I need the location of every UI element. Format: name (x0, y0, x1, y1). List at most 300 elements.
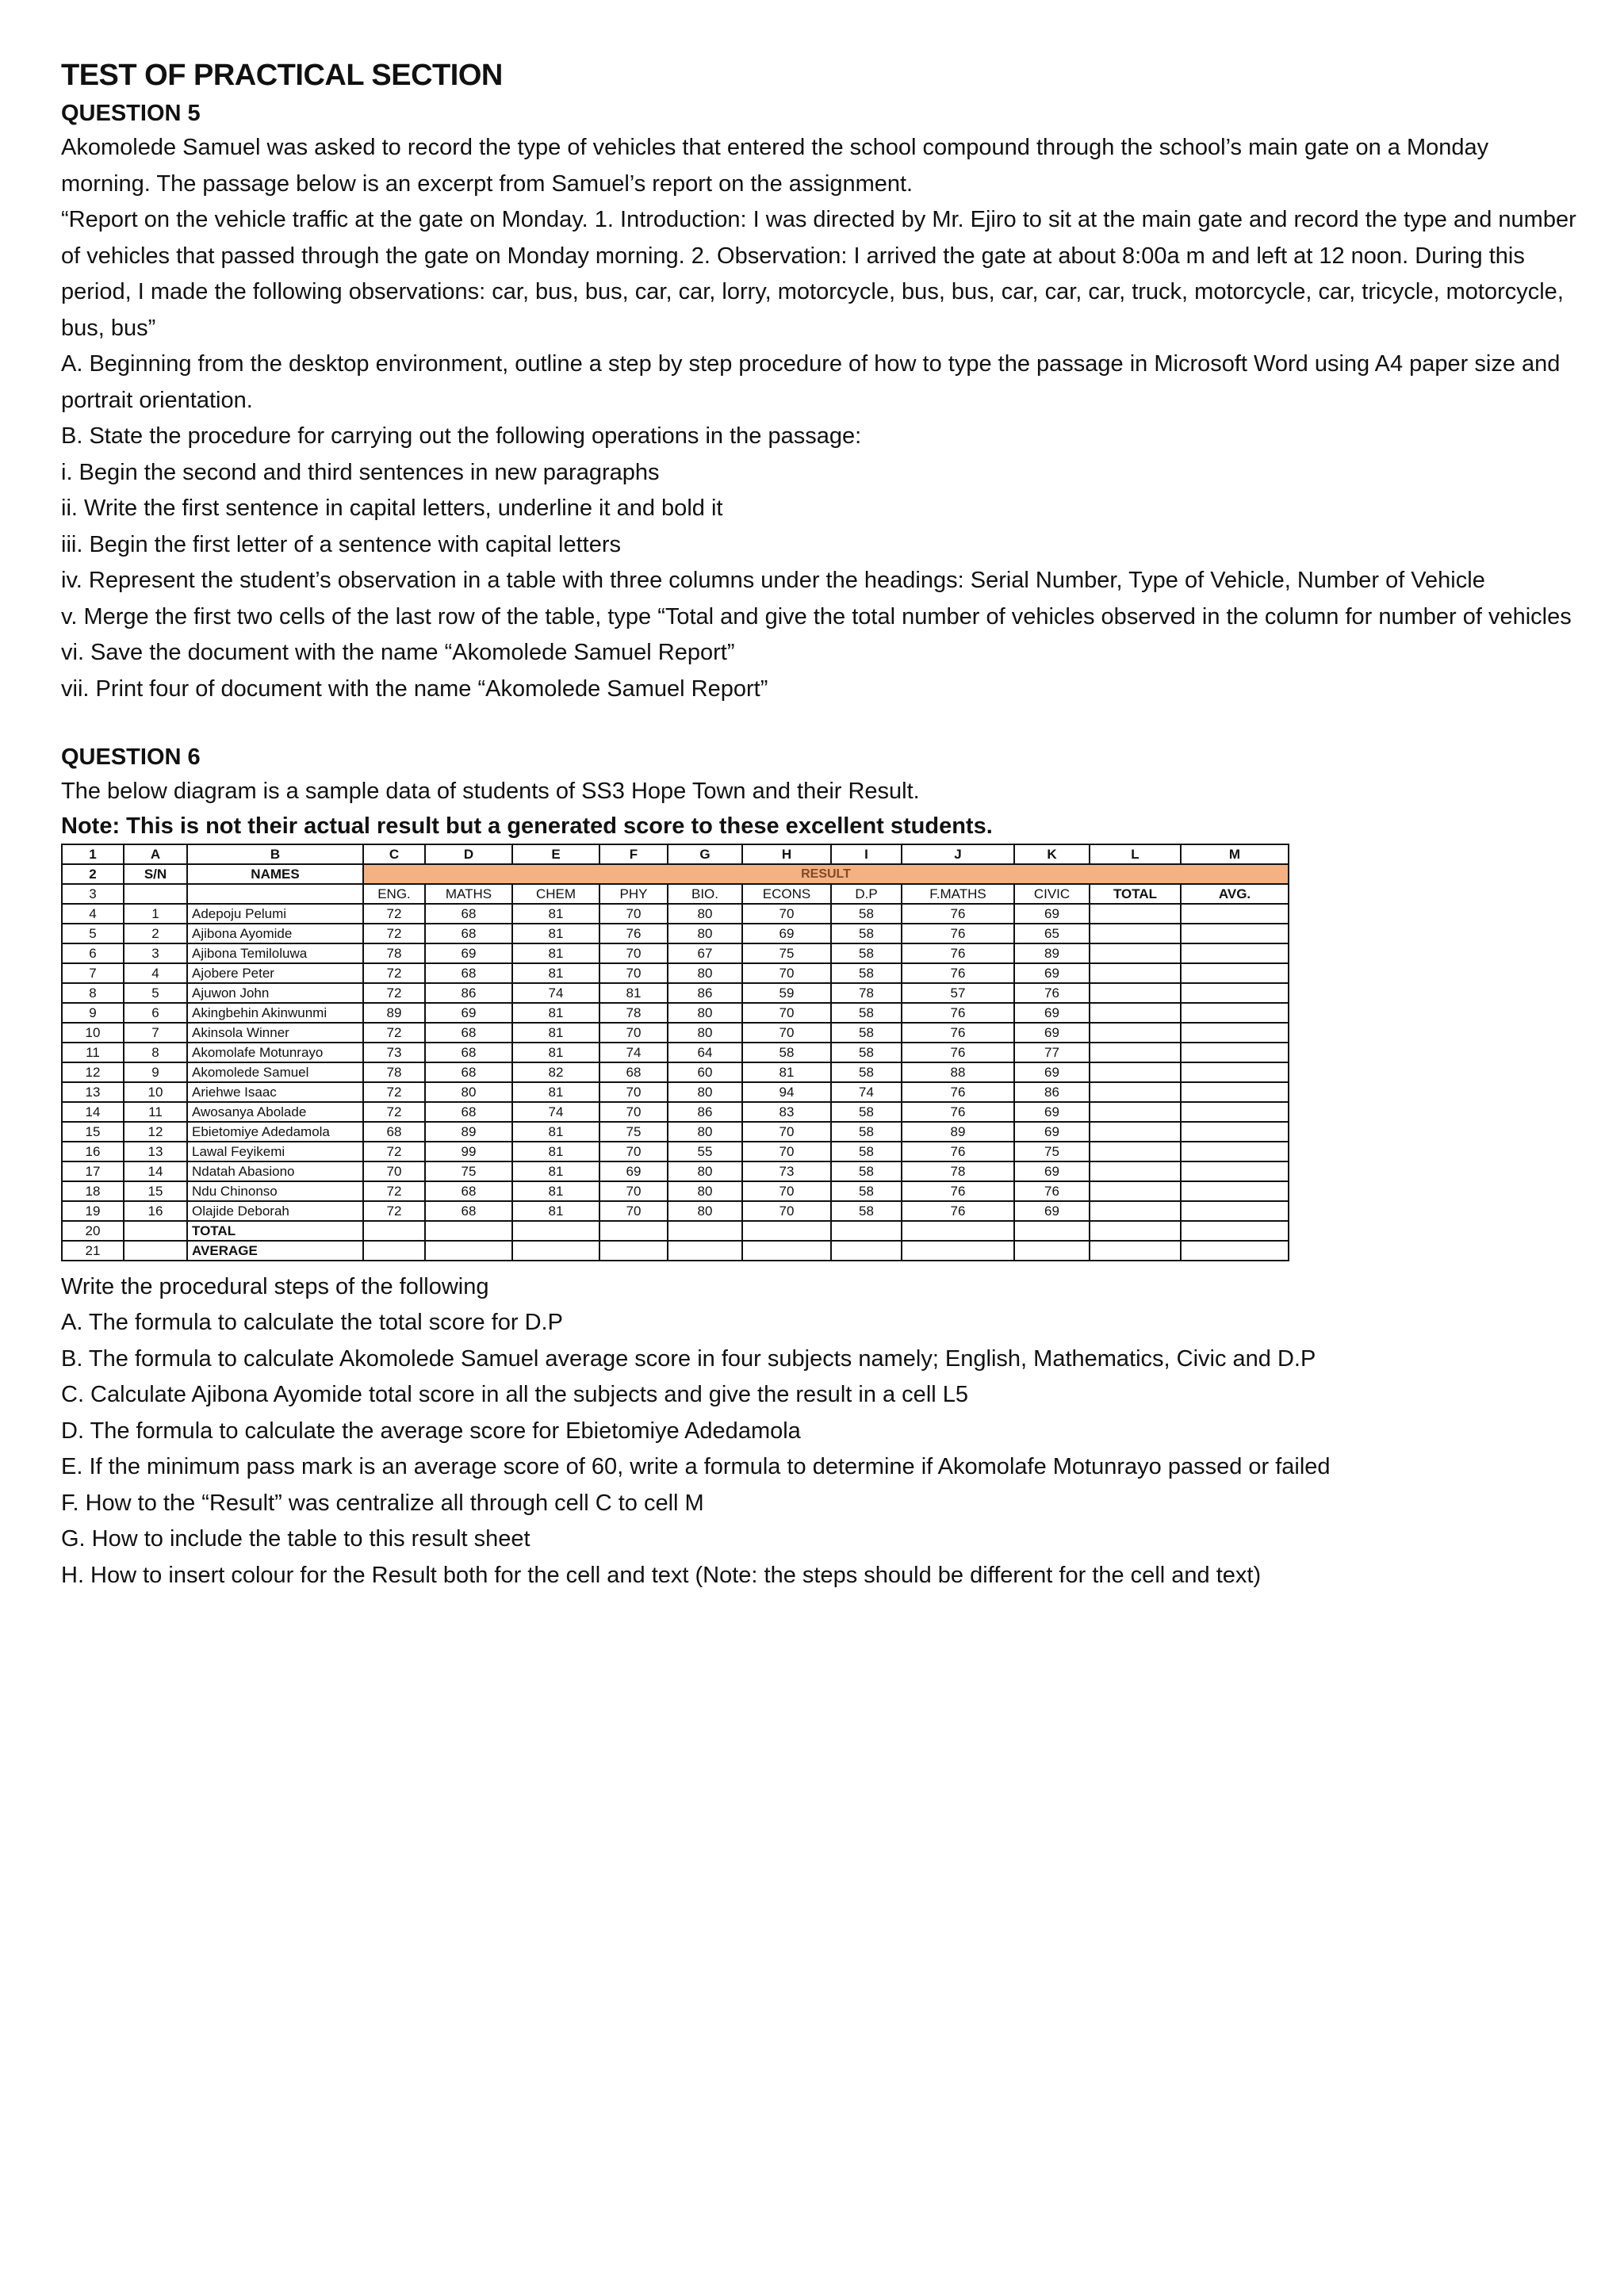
score-cell: 89 (363, 1003, 425, 1023)
serial-number: 15 (124, 1181, 187, 1201)
score-cell: 58 (831, 1161, 902, 1181)
table-row (62, 1142, 1289, 1161)
score-cell: 78 (831, 983, 902, 1003)
score-cell: 81 (512, 904, 599, 924)
score-cell: 70 (742, 1201, 831, 1221)
row-number: 15 (62, 1122, 124, 1142)
column-letter: 1 (62, 844, 124, 864)
subject-header: CIVIC (1014, 884, 1090, 904)
score-cell: 80 (668, 1181, 742, 1201)
student-name: Ajibona Ayomide (187, 924, 363, 943)
avg-cell (1181, 1043, 1289, 1062)
serial-number: 11 (124, 1102, 187, 1122)
score-cell: 76 (902, 943, 1014, 963)
row-number: 13 (62, 1082, 124, 1102)
question-5-item: iv. Represent the student’s observation in a table with three columns under the headings: Serial Number, Type of Vehicle, Number of Vehicle (61, 568, 1485, 593)
subject-header: PHY (599, 884, 668, 904)
score-cell: 74 (512, 1102, 599, 1122)
section-gap (61, 707, 1584, 744)
row-number: 19 (62, 1201, 124, 1221)
score-cell: 60 (668, 1062, 742, 1082)
total-cell (1090, 963, 1181, 983)
serial-number: 9 (124, 1062, 187, 1082)
question-6-item: B. The formula to calculate Akomolede Samuel average score in four subjects namely; English, Mathematics, Civic and D.P (61, 1345, 1316, 1372)
question-6-item: H. How to insert colour for the Result both for the cell and text (Note: the steps should be different for the cell and text) (61, 1562, 1262, 1588)
question-6-item: F. How to the “Result” was centralize all through cell C to cell M (61, 1490, 704, 1516)
question-6-intro: The below diagram is a sample data of students of SS3 Hope Town and their Result. (61, 779, 920, 804)
total-cell (1090, 1062, 1181, 1082)
score-cell: 68 (425, 1062, 512, 1082)
avg-cell (1181, 983, 1289, 1003)
score-cell: 70 (599, 1102, 668, 1122)
table-row (62, 1102, 1289, 1122)
serial-number: 16 (124, 1201, 187, 1221)
score-cell: 89 (1014, 943, 1090, 963)
result-merged-header: RESULT (363, 864, 1289, 884)
score-cell: 58 (831, 1181, 902, 1201)
score-cell: 68 (425, 1181, 512, 1201)
empty-cell (425, 1241, 512, 1261)
score-cell: 78 (363, 943, 425, 963)
score-cell: 58 (831, 963, 902, 983)
empty-cell (1090, 1241, 1181, 1261)
empty-cell (668, 1221, 742, 1241)
student-name: Akinsola Winner (187, 1023, 363, 1043)
serial-number: 13 (124, 1142, 187, 1161)
score-cell: 76 (902, 1023, 1014, 1043)
column-letter: C (363, 844, 425, 864)
result-spreadsheet (61, 844, 1289, 1261)
row-number: 12 (62, 1062, 124, 1082)
empty-cell (1014, 1241, 1090, 1261)
student-name: Ajuwon John (187, 983, 363, 1003)
score-cell: 89 (902, 1122, 1014, 1142)
total-cell (1090, 1003, 1181, 1023)
score-cell: 68 (425, 924, 512, 943)
score-cell: 80 (668, 904, 742, 924)
empty-cell (512, 1221, 599, 1241)
score-cell: 76 (1014, 1181, 1090, 1201)
score-cell: 58 (831, 924, 902, 943)
score-cell: 68 (425, 1102, 512, 1122)
score-cell: 76 (902, 924, 1014, 943)
total-cell (1090, 1181, 1181, 1201)
column-letter: K (1014, 844, 1090, 864)
student-name: Olajide Deborah (187, 1201, 363, 1221)
score-cell: 80 (668, 1023, 742, 1043)
score-cell: 58 (831, 1003, 902, 1023)
score-cell: 69 (1014, 1003, 1090, 1023)
column-letter: I (831, 844, 902, 864)
score-cell: 81 (742, 1062, 831, 1082)
table-row (62, 943, 1289, 963)
score-cell: 80 (668, 924, 742, 943)
score-cell: 58 (831, 1043, 902, 1062)
score-cell: 69 (1014, 1023, 1090, 1043)
empty-cell (599, 1221, 668, 1241)
score-cell: 80 (668, 1161, 742, 1181)
score-cell: 76 (902, 1003, 1014, 1023)
student-name: Ariehwe Isaac (187, 1082, 363, 1102)
table-row (62, 924, 1289, 943)
score-cell: 58 (831, 1122, 902, 1142)
question-5-item: vi. Save the document with the name “Akomolede Samuel Report” (61, 640, 735, 665)
column-letter: J (902, 844, 1014, 864)
score-cell: 70 (599, 904, 668, 924)
score-cell: 73 (742, 1161, 831, 1181)
score-cell: 70 (363, 1161, 425, 1181)
column-letter: A (124, 844, 187, 864)
row-number: 8 (62, 983, 124, 1003)
spreadsheet-body (62, 844, 1289, 1261)
score-cell: 69 (1014, 1122, 1090, 1142)
score-cell: 94 (742, 1082, 831, 1102)
table-row (62, 1062, 1289, 1082)
empty-cell (363, 1221, 425, 1241)
score-cell: 72 (363, 1201, 425, 1221)
procedural-steps-intro: Write the procedural steps of the following (61, 1273, 489, 1299)
question-5-part-b: B. State the procedure for carrying out the following operations in the passage: (61, 423, 862, 449)
score-cell: 81 (512, 1201, 599, 1221)
header-row (62, 864, 1289, 884)
score-cell: 68 (363, 1122, 425, 1142)
score-cell: 81 (512, 1023, 599, 1043)
score-cell: 80 (668, 1122, 742, 1142)
table-row (62, 963, 1289, 983)
empty-cell (831, 1241, 902, 1261)
score-cell: 78 (599, 1003, 668, 1023)
serial-number: 4 (124, 963, 187, 983)
score-cell: 81 (512, 1161, 599, 1181)
score-cell: 86 (1014, 1082, 1090, 1102)
avg-cell (1181, 904, 1289, 924)
total-cell (1090, 1161, 1181, 1181)
score-cell: 76 (902, 1102, 1014, 1122)
document-page (61, 59, 1584, 1594)
score-cell: 70 (599, 943, 668, 963)
column-letter: B (187, 844, 363, 864)
subject-header: D.P (831, 884, 902, 904)
table-row (62, 1023, 1289, 1043)
score-cell: 70 (742, 1023, 831, 1043)
empty-cell (742, 1241, 831, 1261)
sn-header: S/N (124, 864, 187, 884)
empty-cell (124, 884, 187, 904)
score-cell: 58 (831, 1062, 902, 1082)
score-cell: 81 (512, 943, 599, 963)
score-cell: 69 (1014, 1161, 1090, 1181)
score-cell: 70 (742, 1142, 831, 1161)
score-cell: 57 (902, 983, 1014, 1003)
page-title: TEST OF PRACTICAL SECTION (61, 59, 503, 92)
subject-header: ECONS (742, 884, 831, 904)
score-cell: 70 (742, 1181, 831, 1201)
score-cell: 69 (425, 943, 512, 963)
avg-cell (1181, 1102, 1289, 1122)
table-row (62, 904, 1289, 924)
score-cell: 55 (668, 1142, 742, 1161)
avg-cell (1181, 1161, 1289, 1181)
student-name: Ndatah Abasiono (187, 1161, 363, 1181)
student-name: Lawal Feyikemi (187, 1142, 363, 1161)
empty-cell (902, 1241, 1014, 1261)
row-number: 2 (62, 864, 124, 884)
total-row (62, 1221, 1289, 1241)
subject-header: F.MATHS (902, 884, 1014, 904)
student-name: Ajobere Peter (187, 963, 363, 983)
score-cell: 69 (1014, 1102, 1090, 1122)
serial-number: 6 (124, 1003, 187, 1023)
score-cell: 76 (902, 1043, 1014, 1062)
question-6-item: D. The formula to calculate the average score for Ebietomiye Adedamola (61, 1418, 801, 1444)
score-cell: 76 (902, 1082, 1014, 1102)
avg-cell (1181, 1122, 1289, 1142)
score-cell: 70 (599, 1181, 668, 1201)
score-cell: 73 (363, 1043, 425, 1062)
subject-header: CHEM (512, 884, 599, 904)
score-cell: 80 (668, 1082, 742, 1102)
avg-cell (1181, 1062, 1289, 1082)
question-5-item: v. Merge the first two cells of the last row of the table, type “Total and give the total number of vehicles observed in the column for number of vehicles (61, 603, 1572, 629)
score-cell: 76 (902, 904, 1014, 924)
empty-cell (124, 1221, 187, 1241)
question-5-item: iii. Begin the first letter of a sentence with capital letters (61, 531, 622, 557)
row-number: 9 (62, 1003, 124, 1023)
score-cell: 81 (512, 924, 599, 943)
empty-cell (599, 1241, 668, 1261)
table-row (62, 1082, 1289, 1102)
column-letter-row (62, 844, 1289, 864)
empty-cell (668, 1241, 742, 1261)
score-cell: 78 (363, 1062, 425, 1082)
empty-cell (1181, 1241, 1289, 1261)
column-letter: M (1181, 844, 1289, 864)
avg-cell (1181, 963, 1289, 983)
avg-cell (1181, 1201, 1289, 1221)
row-number: 10 (62, 1023, 124, 1043)
serial-number: 2 (124, 924, 187, 943)
score-cell: 58 (831, 1102, 902, 1122)
score-cell: 81 (512, 963, 599, 983)
score-cell: 81 (512, 1122, 599, 1142)
score-cell: 68 (425, 904, 512, 924)
table-row (62, 1003, 1289, 1023)
score-cell: 70 (742, 963, 831, 983)
score-cell: 81 (512, 1181, 599, 1201)
score-cell: 67 (668, 943, 742, 963)
disclaimer-note: Note: This is not their actual result but a generated score to these excellent students. (61, 813, 993, 839)
total-cell (1090, 1023, 1181, 1043)
total-cell (1090, 904, 1181, 924)
subject-header: MATHS (425, 884, 512, 904)
question-5-heading: QUESTION 5 (61, 101, 201, 126)
score-cell: 72 (363, 983, 425, 1003)
row-number: 4 (62, 904, 124, 924)
score-cell: 58 (831, 904, 902, 924)
score-cell: 70 (742, 1122, 831, 1142)
student-name: Ebietomiye Adedamola (187, 1122, 363, 1142)
score-cell: 69 (1014, 1062, 1090, 1082)
column-letter: H (742, 844, 831, 864)
score-cell: 72 (363, 963, 425, 983)
empty-cell (902, 1221, 1014, 1241)
question-6-item: C. Calculate Ajibona Ayomide total score in all the subjects and give the result in a cell L5 (61, 1382, 969, 1407)
score-cell: 83 (742, 1102, 831, 1122)
question-6-heading: QUESTION 6 (61, 744, 201, 770)
score-cell: 58 (831, 1023, 902, 1043)
student-name: Awosanya Abolade (187, 1102, 363, 1122)
total-cell (1090, 943, 1181, 963)
student-name: Ndu Chinonso (187, 1181, 363, 1201)
table-row (62, 1122, 1289, 1142)
row-number: 20 (62, 1221, 124, 1241)
subject-header: ENG. (363, 884, 425, 904)
row-number: 5 (62, 924, 124, 943)
avg-cell (1181, 1181, 1289, 1201)
score-cell: 70 (599, 1082, 668, 1102)
total-cell (1090, 1102, 1181, 1122)
score-cell: 58 (742, 1043, 831, 1062)
row-number: 3 (62, 884, 124, 904)
score-cell: 69 (599, 1161, 668, 1181)
column-letter: F (599, 844, 668, 864)
student-name: Akomolede Samuel (187, 1062, 363, 1082)
student-name: Akomolafe Motunrayo (187, 1043, 363, 1062)
row-number: 18 (62, 1181, 124, 1201)
row-number: 11 (62, 1043, 124, 1062)
score-cell: 99 (425, 1142, 512, 1161)
score-cell: 74 (831, 1082, 902, 1102)
question-5-item: vii. Print four of document with the name “Akomolede Samuel Report” (61, 675, 768, 702)
score-cell: 75 (742, 943, 831, 963)
total-cell (1090, 1043, 1181, 1062)
score-cell: 70 (599, 1142, 668, 1161)
table-row (62, 1043, 1289, 1062)
empty-cell (187, 884, 363, 904)
avg-cell (1181, 1023, 1289, 1043)
total-cell (1090, 1122, 1181, 1142)
score-cell: 64 (668, 1043, 742, 1062)
subject-header-row (62, 884, 1289, 904)
column-letter: D (425, 844, 512, 864)
serial-number: 14 (124, 1161, 187, 1181)
score-cell: 86 (668, 983, 742, 1003)
score-cell: 77 (1014, 1043, 1090, 1062)
score-cell: 76 (902, 1142, 1014, 1161)
empty-cell (1090, 1221, 1181, 1241)
row-number: 16 (62, 1142, 124, 1161)
total-cell (1090, 1082, 1181, 1102)
score-cell: 89 (425, 1122, 512, 1142)
empty-cell (425, 1221, 512, 1241)
score-cell: 82 (512, 1062, 599, 1082)
row-number: 17 (62, 1161, 124, 1181)
empty-cell (124, 1241, 187, 1261)
table-row (62, 1181, 1289, 1201)
column-letter: E (512, 844, 599, 864)
score-cell: 58 (831, 1201, 902, 1221)
score-cell: 88 (902, 1062, 1014, 1082)
score-cell: 59 (742, 983, 831, 1003)
score-cell: 68 (425, 963, 512, 983)
table-row (62, 1201, 1289, 1221)
student-name: Ajibona Temiloluwa (187, 943, 363, 963)
question-5-item: ii. Write the first sentence in capital letters, underline it and bold it (61, 496, 723, 521)
total-header: TOTAL (1090, 884, 1181, 904)
score-cell: 74 (512, 983, 599, 1003)
score-cell: 86 (668, 1102, 742, 1122)
score-cell: 58 (831, 1142, 902, 1161)
score-cell: 76 (902, 963, 1014, 983)
score-cell: 81 (599, 983, 668, 1003)
serial-number: 10 (124, 1082, 187, 1102)
score-cell: 74 (599, 1043, 668, 1062)
row-number: 6 (62, 943, 124, 963)
score-cell: 75 (425, 1161, 512, 1181)
total-cell (1090, 1142, 1181, 1161)
score-cell: 81 (512, 1043, 599, 1062)
total-cell (1090, 983, 1181, 1003)
row-number: 21 (62, 1241, 124, 1261)
question-6-item: A. The formula to calculate the total score for D.P (61, 1310, 563, 1335)
table-row (62, 1161, 1289, 1181)
report-excerpt: “Report on the vehicle traffic at the gate on Monday. 1. Introduction: I was directed by Mr. Ejiro to sit at the main gate and record the type and number of vehicles that passed through the gate on Monday morning. 2. Observation: I arrived the gate at about 8:00a m and left at 12 noon. During this period, I made the following observations: car, bus, bus, car, car, lorry, motorcycle, bus, bus, car, car, car, truck, motorcycle, car, tricycle, motorcycle, bus, bus” (61, 207, 1576, 341)
avg-cell (1181, 1142, 1289, 1161)
student-name: Adepoju Pelumi (187, 904, 363, 924)
score-cell: 80 (425, 1082, 512, 1102)
row-number: 14 (62, 1102, 124, 1122)
serial-number: 5 (124, 983, 187, 1003)
score-cell: 81 (512, 1003, 599, 1023)
serial-number: 3 (124, 943, 187, 963)
score-cell: 72 (363, 1181, 425, 1201)
row-number: 7 (62, 963, 124, 983)
score-cell: 65 (1014, 924, 1090, 943)
score-cell: 72 (363, 1142, 425, 1161)
subject-header: BIO. (668, 884, 742, 904)
score-cell: 70 (742, 904, 831, 924)
score-cell: 80 (668, 1003, 742, 1023)
score-cell: 68 (425, 1023, 512, 1043)
total-label: TOTAL (187, 1221, 363, 1241)
question-6-item: G. How to include the table to this result sheet (61, 1526, 530, 1552)
score-cell: 80 (668, 963, 742, 983)
score-cell: 76 (599, 924, 668, 943)
score-cell: 75 (599, 1122, 668, 1142)
score-cell: 68 (425, 1201, 512, 1221)
serial-number: 12 (124, 1122, 187, 1142)
score-cell: 78 (902, 1161, 1014, 1181)
score-cell: 76 (1014, 983, 1090, 1003)
score-cell: 69 (1014, 1201, 1090, 1221)
serial-number: 1 (124, 904, 187, 924)
serial-number: 7 (124, 1023, 187, 1043)
score-cell: 72 (363, 1082, 425, 1102)
avg-cell (1181, 1082, 1289, 1102)
score-cell: 69 (1014, 904, 1090, 924)
student-name: Akingbehin Akinwunmi (187, 1003, 363, 1023)
names-header: NAMES (187, 864, 363, 884)
score-cell: 81 (512, 1142, 599, 1161)
score-cell: 81 (512, 1082, 599, 1102)
empty-cell (742, 1221, 831, 1241)
average-label: AVERAGE (187, 1241, 363, 1261)
total-cell (1090, 1201, 1181, 1221)
column-letter: G (668, 844, 742, 864)
total-cell (1090, 924, 1181, 943)
column-letter: L (1090, 844, 1181, 864)
score-cell: 70 (599, 1023, 668, 1043)
